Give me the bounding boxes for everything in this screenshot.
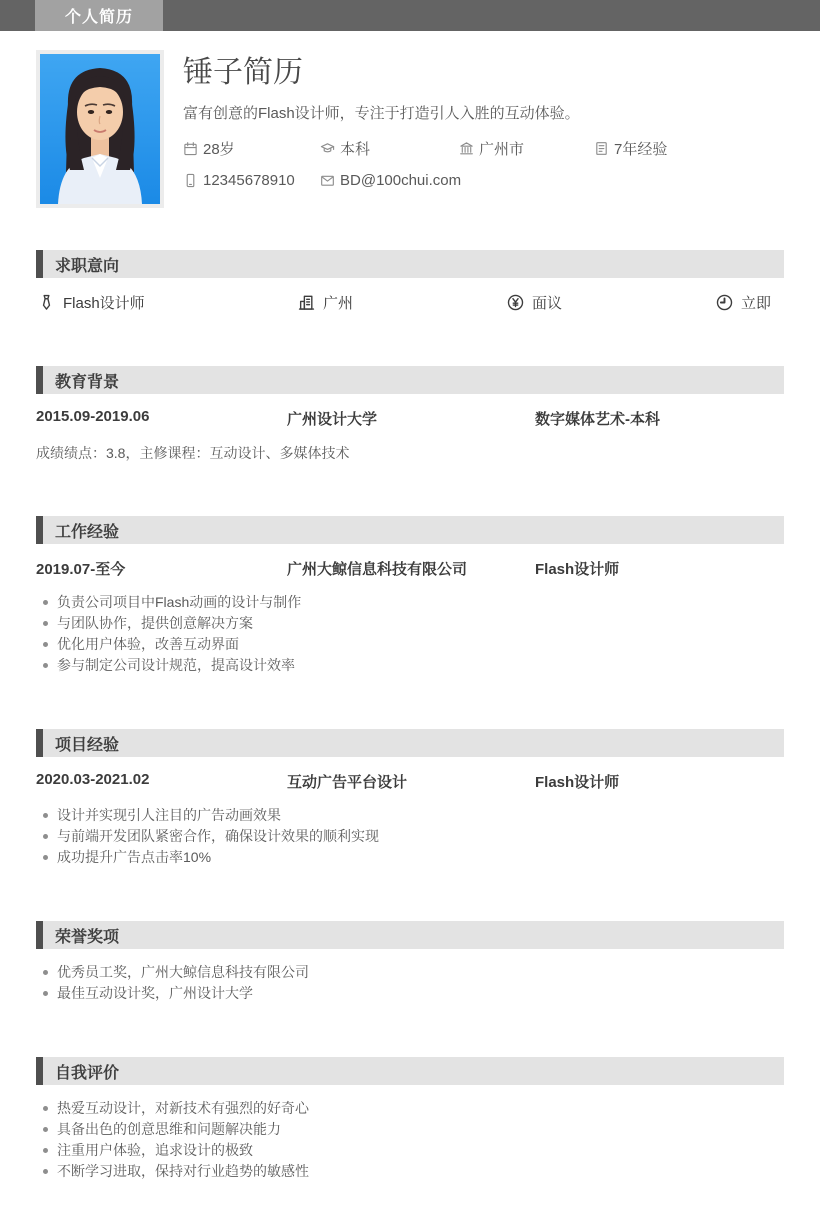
list-item	[36, 1119, 784, 1140]
bullet-dot	[43, 1148, 48, 1153]
clock-icon	[716, 294, 733, 311]
intent-availability-value: 立即	[741, 295, 772, 312]
list-item	[36, 613, 784, 634]
age-value: 28岁	[203, 141, 235, 158]
bullet-text: 具备出色的创意思维和问题解决能力	[57, 1121, 281, 1137]
self-evaluation-header	[36, 1057, 784, 1085]
degree-item	[320, 138, 459, 159]
buildings-icon	[298, 294, 315, 311]
profile-details	[183, 50, 784, 208]
work-company: 广州大鲸信息科技有限公司	[287, 561, 468, 578]
bullet-text: 热爱互动设计，对新技术有强烈的好奇心	[57, 1100, 309, 1116]
education-detail: 成绩绩点：3.8，主修课程：互动设计、多媒体技术	[36, 445, 350, 461]
bullet-text: 参与制定公司设计规范，提高设计效率	[57, 657, 295, 673]
honors-header	[36, 921, 784, 949]
profile-info-row-2	[183, 172, 784, 189]
bullet-dot	[43, 663, 48, 668]
profile-photo	[36, 50, 164, 208]
project-name: 互动广告平台设计	[287, 774, 408, 791]
email-value: BD@100chui.com	[340, 172, 462, 189]
email-item	[320, 172, 784, 189]
bullet-text: 优秀员工奖，广州大鲸信息科技有限公司	[57, 964, 309, 980]
list-item	[36, 826, 784, 847]
honors-bullet-list	[36, 962, 784, 1004]
section-accent-bar	[36, 729, 43, 757]
project-experience-header	[36, 729, 784, 757]
bullet-dot	[43, 600, 48, 605]
bullet-text: 负责公司项目中Flash动画的设计与制作	[57, 594, 302, 610]
bullet-text: 优化用户体验，改善互动界面	[57, 636, 239, 652]
bullet-dot	[43, 970, 48, 975]
mail-icon	[320, 173, 335, 188]
bullet-dot	[43, 1127, 48, 1132]
bullet-dot	[43, 1106, 48, 1111]
section-accent-bar	[36, 1057, 43, 1085]
intent-position	[38, 292, 298, 313]
list-item	[36, 1098, 784, 1119]
resume-body	[0, 50, 820, 1212]
intent-city-value: 广州	[323, 295, 354, 312]
section-title: 项目经验	[55, 736, 120, 754]
work-period: 2019.07-至今	[36, 561, 126, 578]
bullet-text: 最佳互动设计奖，广州设计大学	[57, 985, 253, 1001]
job-intention-header	[36, 250, 784, 278]
section-honors	[36, 921, 784, 1004]
education-major: 数字媒体艺术-本科	[535, 411, 660, 428]
education-entry-row	[36, 408, 784, 429]
section-education	[36, 366, 784, 463]
profile-info-row-1	[183, 138, 784, 159]
bullet-dot	[43, 991, 48, 996]
resume-tab-label: 个人简历	[64, 9, 133, 26]
list-item	[36, 1161, 784, 1182]
list-item	[36, 983, 784, 1004]
degree-value: 本科	[340, 141, 371, 158]
list-item	[36, 847, 784, 868]
phone-value: 12345678910	[203, 172, 295, 189]
project-role: Flash设计师	[535, 774, 620, 791]
education-period: 2015.09-2019.06	[36, 408, 150, 425]
section-accent-bar	[36, 921, 43, 949]
section-title: 工作经验	[55, 523, 120, 541]
phone-icon	[183, 173, 198, 188]
section-work-experience	[36, 516, 784, 676]
bullet-text: 设计并实现引人注目的广告动画效果	[57, 807, 281, 823]
intent-position-value: Flash设计师	[63, 295, 145, 312]
section-accent-bar	[36, 516, 43, 544]
phone-item	[183, 172, 320, 189]
bullet-text: 注重用户体验，追求设计的极致	[57, 1142, 253, 1158]
section-title: 荣誉奖项	[55, 928, 120, 946]
bank-icon	[459, 141, 474, 156]
work-bullet-list	[36, 592, 784, 676]
section-title: 求职意向	[55, 257, 120, 275]
document-icon	[594, 141, 609, 156]
candidate-name: 锤子简历	[183, 56, 303, 89]
section-accent-bar	[36, 250, 43, 278]
list-item	[36, 592, 784, 613]
section-job-intention	[36, 250, 784, 313]
bullet-dot	[43, 834, 48, 839]
job-intention-row	[36, 292, 784, 313]
yen-circle-icon	[507, 294, 524, 311]
candidate-tagline: 富有创意的Flash设计师，专注于打造引人入胜的互动体验。	[183, 105, 580, 122]
graduation-cap-icon	[320, 141, 335, 156]
list-item	[36, 805, 784, 826]
education-header	[36, 366, 784, 394]
bullet-dot	[43, 1169, 48, 1174]
list-item	[36, 962, 784, 983]
bullet-text: 与前端开发团队紧密合作，确保设计效果的顺利实现	[57, 828, 379, 844]
work-role: Flash设计师	[535, 561, 620, 578]
bullet-dot	[43, 813, 48, 818]
bullet-text: 与团队协作，提供创意解决方案	[57, 615, 253, 631]
list-item	[36, 655, 784, 676]
bullet-dot	[43, 642, 48, 647]
calendar-icon	[183, 141, 198, 156]
profile-section	[36, 50, 784, 208]
bullet-dot	[43, 621, 48, 626]
work-experience-header	[36, 516, 784, 544]
self-evaluation-bullet-list	[36, 1098, 784, 1182]
age-item	[183, 138, 320, 159]
section-title: 教育背景	[55, 373, 120, 391]
bullet-text: 不断学习进取，保持对行业趋势的敏感性	[57, 1163, 309, 1179]
education-school: 广州设计大学	[287, 411, 378, 428]
section-self-evaluation	[36, 1057, 784, 1182]
project-period: 2020.03-2021.02	[36, 771, 150, 788]
resume-tab	[35, 0, 163, 31]
work-entry-row	[36, 558, 784, 579]
experience-item	[594, 138, 784, 159]
bullet-text: 成功提升广告点击率10%	[57, 849, 212, 865]
portrait-illustration	[40, 54, 160, 204]
intent-salary	[507, 292, 716, 313]
city-value: 广州市	[479, 141, 525, 158]
section-accent-bar	[36, 366, 43, 394]
intent-salary-value: 面议	[532, 295, 563, 312]
city-item	[459, 138, 594, 159]
intent-city	[298, 292, 507, 313]
section-title: 自我评价	[55, 1064, 120, 1082]
tie-icon	[38, 294, 55, 311]
top-bar	[0, 0, 820, 31]
project-entry-row	[36, 771, 784, 792]
intent-availability	[716, 292, 784, 313]
list-item	[36, 634, 784, 655]
experience-value: 7年经验	[614, 141, 668, 158]
section-project-experience	[36, 729, 784, 868]
bullet-dot	[43, 855, 48, 860]
list-item	[36, 1140, 784, 1161]
project-bullet-list	[36, 805, 784, 868]
